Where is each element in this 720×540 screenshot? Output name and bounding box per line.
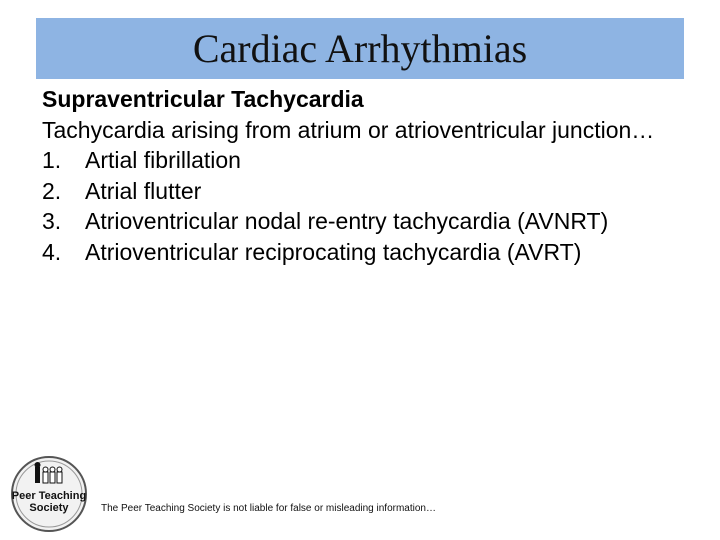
list-text: Atrioventricular nodal re-entry tachycardia (AVNRT): [85, 208, 609, 234]
disclaimer-text: The Peer Teaching Society is not liable for false or misleading information…: [101, 503, 436, 514]
list-item: [42, 176, 702, 207]
list-text: Artial fibrillation: [85, 147, 241, 173]
list-item: [42, 237, 702, 268]
intro-text: Tachycardia arising from atrium or atrioventricular junction…: [42, 116, 655, 143]
slide-body: [42, 84, 702, 267]
slide-title: Cardiac Arrhythmias: [192, 25, 528, 71]
logo-text-line1: Peer Teaching: [11, 490, 87, 502]
peer-teaching-society-logo: [9, 454, 89, 534]
list-item: [42, 206, 702, 237]
list-number: 4.: [42, 238, 62, 265]
list-text: Atrioventricular reciprocating tachycardia (AVRT): [85, 238, 582, 265]
logo-text-line2: Society: [29, 502, 69, 514]
arrhythmia-list: [42, 145, 702, 267]
section-heading: Supraventricular Tachycardia: [42, 86, 364, 112]
list-number: 3.: [42, 208, 62, 234]
logo-icon: [9, 454, 89, 534]
list-item: [42, 145, 702, 176]
title-bar: [36, 18, 684, 79]
list-number: 1.: [42, 147, 62, 173]
list-text: Atrial flutter: [85, 177, 202, 204]
list-number: 2.: [42, 177, 62, 204]
